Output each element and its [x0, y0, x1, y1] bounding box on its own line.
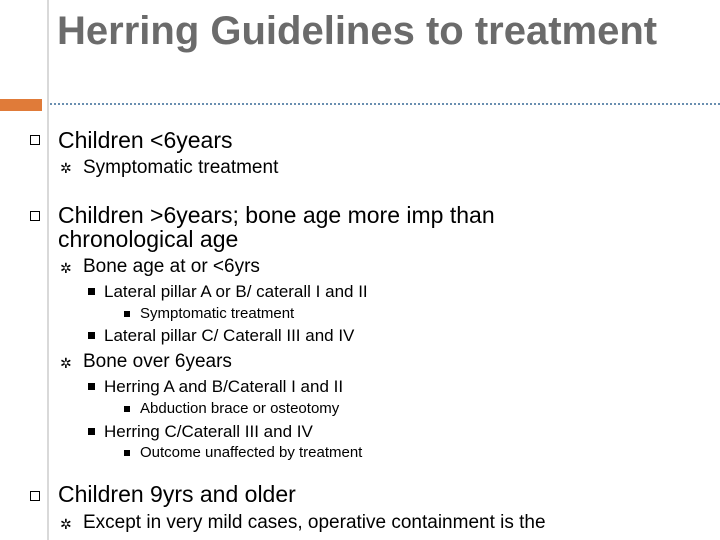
- square-outline-icon: [30, 135, 40, 145]
- bullet-text: Bone age at or <6yrs: [83, 256, 260, 277]
- accent-bar: [0, 99, 42, 111]
- filled-square-icon: [88, 332, 95, 339]
- bullet-text: Abduction brace or osteotomy: [140, 400, 340, 417]
- wheel-bullet-icon: ✲: [60, 260, 72, 276]
- filled-square-icon: [88, 428, 95, 435]
- filled-square-icon: [124, 450, 130, 456]
- bullet-text: Children >6years; bone age more imp than: [58, 202, 495, 228]
- bullet-text: Lateral pillar C/ Caterall III and IV: [104, 326, 355, 345]
- bullet-text: Except in very mild cases, operative containment is the: [83, 512, 546, 533]
- bullet-text: Herring C/Caterall III and IV: [104, 422, 313, 441]
- wheel-bullet-icon: ✲: [60, 516, 72, 532]
- bullet-text: Children 9yrs and older: [58, 481, 296, 507]
- bullet-text: Bone over 6years: [83, 351, 232, 372]
- filled-square-icon: [88, 383, 95, 390]
- square-outline-icon: [30, 211, 40, 221]
- bullet-text: Herring A and B/Caterall I and II: [104, 377, 344, 396]
- bullet-text: chronological age: [58, 226, 239, 252]
- wheel-bullet-icon: ✲: [60, 355, 72, 371]
- wheel-bullet-icon: ✲: [60, 160, 72, 176]
- bullet-text: Outcome unaffected by treatment: [140, 444, 363, 461]
- bullet-text: Children <6years: [58, 127, 233, 153]
- filled-square-icon: [124, 406, 130, 412]
- filled-square-icon: [124, 311, 130, 317]
- square-outline-icon: [30, 491, 40, 501]
- left-divider: [47, 0, 49, 540]
- title-underline: [50, 103, 720, 105]
- bullet-text: Symptomatic treatment: [140, 305, 295, 322]
- bullet-text: Symptomatic treatment: [83, 157, 279, 178]
- slide-title: Herring Guidelines to treatment: [57, 9, 658, 53]
- filled-square-icon: [88, 288, 95, 295]
- bullet-text: Lateral pillar A or B/ caterall I and II: [104, 282, 368, 301]
